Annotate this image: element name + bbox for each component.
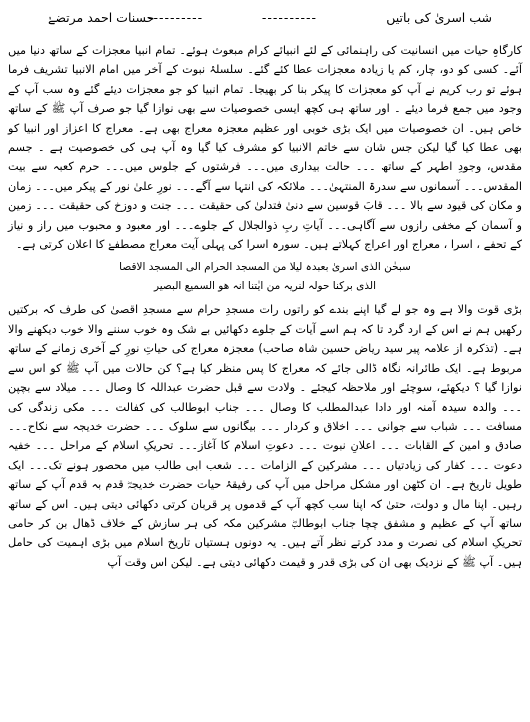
article-title: شب اسریٰ کی باتیں (386, 10, 492, 25)
article-author: حسنات احمد مرتضےٰ (48, 10, 155, 25)
quranic-verse (8, 258, 522, 296)
body-paragraph-main: بڑی قوت والا ہے وہ جو لے گیا اپنے بندے کو راتوں رات مسجدِ حرام سے مسجدِ اقصیٰ کی طرف کہ برکتیں رکھیں ہم نے اس کے ارد گرد تا کہ ہم اسے آیات کے جلوے دکھائیں بے شک وہ خوب سننے والا خوب دیکھنے والا ہے۔ (تذکرہ از علامہ پیر سید ریاض حسین شاہ صاحب) معجزہ معراج کی حیاتِ نورِ کے آخری زمانے کے ساتھ مربوط ہے۔ ایک طائرانہ نگاہ ڈالی جائے کہ معراج کا پس منظر کیا ہے؟ کن حالات میں آپ ﷺ کو اس سے نوازا گیا ؟ دیکھئے، سوچئے اور ملاحظہ کیجئے ۔ ولادت سے قبل حضرت عبداللہ کا وصال ۔۔۔ میلاد سے بچپن ۔۔۔ والدہ سیدہ آمنہ اور دادا عبدالمطلب کا وصال ۔۔۔ جناب ابوطالب کی کفالت ۔۔۔ مکی زندگی کی مسافت ۔۔۔ شباب سے جوانی ۔۔۔ اخلاق و کردار ۔۔۔ بیگانوں سے سلوک ۔۔۔ حضرت خدیجہ سے نکاح۔۔۔ صادق و امین کے القابات ۔۔۔ اعلانِ نبوت ۔۔۔ دعوتِ اسلام کا آغاز۔۔۔ تحریکِ اسلام کے مراحل ۔۔۔ خفیہ دعوت ۔۔۔ کفار کی زیادتیاں ۔۔۔ مشرکین کے الزامات ۔۔۔ شعب ابی طالب میں محصور ہونے تک۔۔۔ ایک طویل تاریخ ہے۔ ان کٹھن اور مشکل مراحل میں آپ کی رفیقۂ حیات حضرت خدیجہؓ قدم بہ قدم آپ کے ساتھ رہیں۔ اپنا مال و دولت، حتیٰ کہ اپنا سب کچھ آپ کے قدموں پر قربان کرتی دکھائی دیتی ہیں۔ اس کے ساتھ ساتھ آپ کے عظیم و مشفق چچا جناب ابوطالبؓ مشرکین مکہ کی ہر سازش کے خلاف ڈھال بن کر حامی تحریکِ اسلام کی نصرت و مدد کرتے نظر آتے ہیں۔ یہ دونوں ہستیاں تاریخ اسلام میں بڑی اہمیت کی حامل ہیں۔ آپ ﷺ کے نزدیک بھی ان کی بڑی قدر و قیمت دکھائی دیتی ہے۔ لیکن اس وقت آپ (8, 303, 522, 569)
quranic-verse-line-1: سبحٰن الذی اسریٰ بعبدہ لیلا من المسجد الحرام الی المسجد الاقصا (119, 261, 411, 274)
title-separator: ---------- (261, 10, 317, 25)
body-paragraph-intro: کارگاہِ حیات میں انسانیت کی راہنمائی کے لئے انبیائے کرام مبعوث ہوئے۔ تمام انبیا معجزات کے ساتھ دنیا میں آئے۔ کسی کو دو، چار، کم یا زیادہ معجزات عطا کئے گئے۔ سلسلۂ نبوت کے آخر میں امام الانبیا تشریف فرما ہوئے تو رب کریم نے آپ کو معجزات کا پیکر بنا کر بھیجا۔ تمام انبیا کو جو معجزات دیئے گئے وہ سب آپ کے وجود میں جمع فرما دیئے ۔ اور ساتھ ہی کچھ ایسی خصوصیات سے بھی نوازا گیا جو صرف آپ ﷺ کے ساتھ خاص ہیں۔ ان خصوصیات میں ایک بڑی خوبی اور عظیم معجزہ معراج بھی ہے۔ معراج کا اعزاز اور انبیا کو بھی عطا کیا گیا لیکن جس شان سے خاتم الانبیا کو مشرف کیا گیا وہ آپ ہی کی خصوصیت ہے ۔ جسم مقدس، وجودِ اطہر کے ساتھ ۔۔۔ حالت بیداری میں۔۔۔ فرشتوں کے جلوس میں۔۔۔ حرم کعبہ سے بیت المقدس۔۔۔ آسمانوں سے سدرۃ المنتہیٰ۔۔۔ ملائکہ کی انتہا سے آگے۔۔۔ نورِ علیٰ نور کے پیکر میں۔۔۔ زمان و مکان کی قیود سے بالا ۔۔۔ قابَ قوسین سے دنیٰ فتدلیٰ کی حقیقت ۔۔۔ جنت و دوزخ کی حقیقت ۔۔۔ زمین و آسمان کے مخفی رازوں سے آگاہی۔۔۔ آیاتِ ربِ ذوالجلال کے جلوے۔۔۔ اور معبود و محبوب میں راز و نیاز کے تحفے ، اسرا ، معراج اور اعراج کہلاتے ہیں۔ سورہ اسرا کی پہلی آیت معراج مصطفےٰ کا اعلان کرتی ہے۔ (8, 44, 522, 252)
article-header (8, 6, 522, 32)
author-separator: ---------- (148, 10, 204, 25)
quranic-verse-line-2: الذی برکنا حولہ لنریہ من ایٰتنا انہ ھو السمیع البصیر (153, 280, 377, 293)
